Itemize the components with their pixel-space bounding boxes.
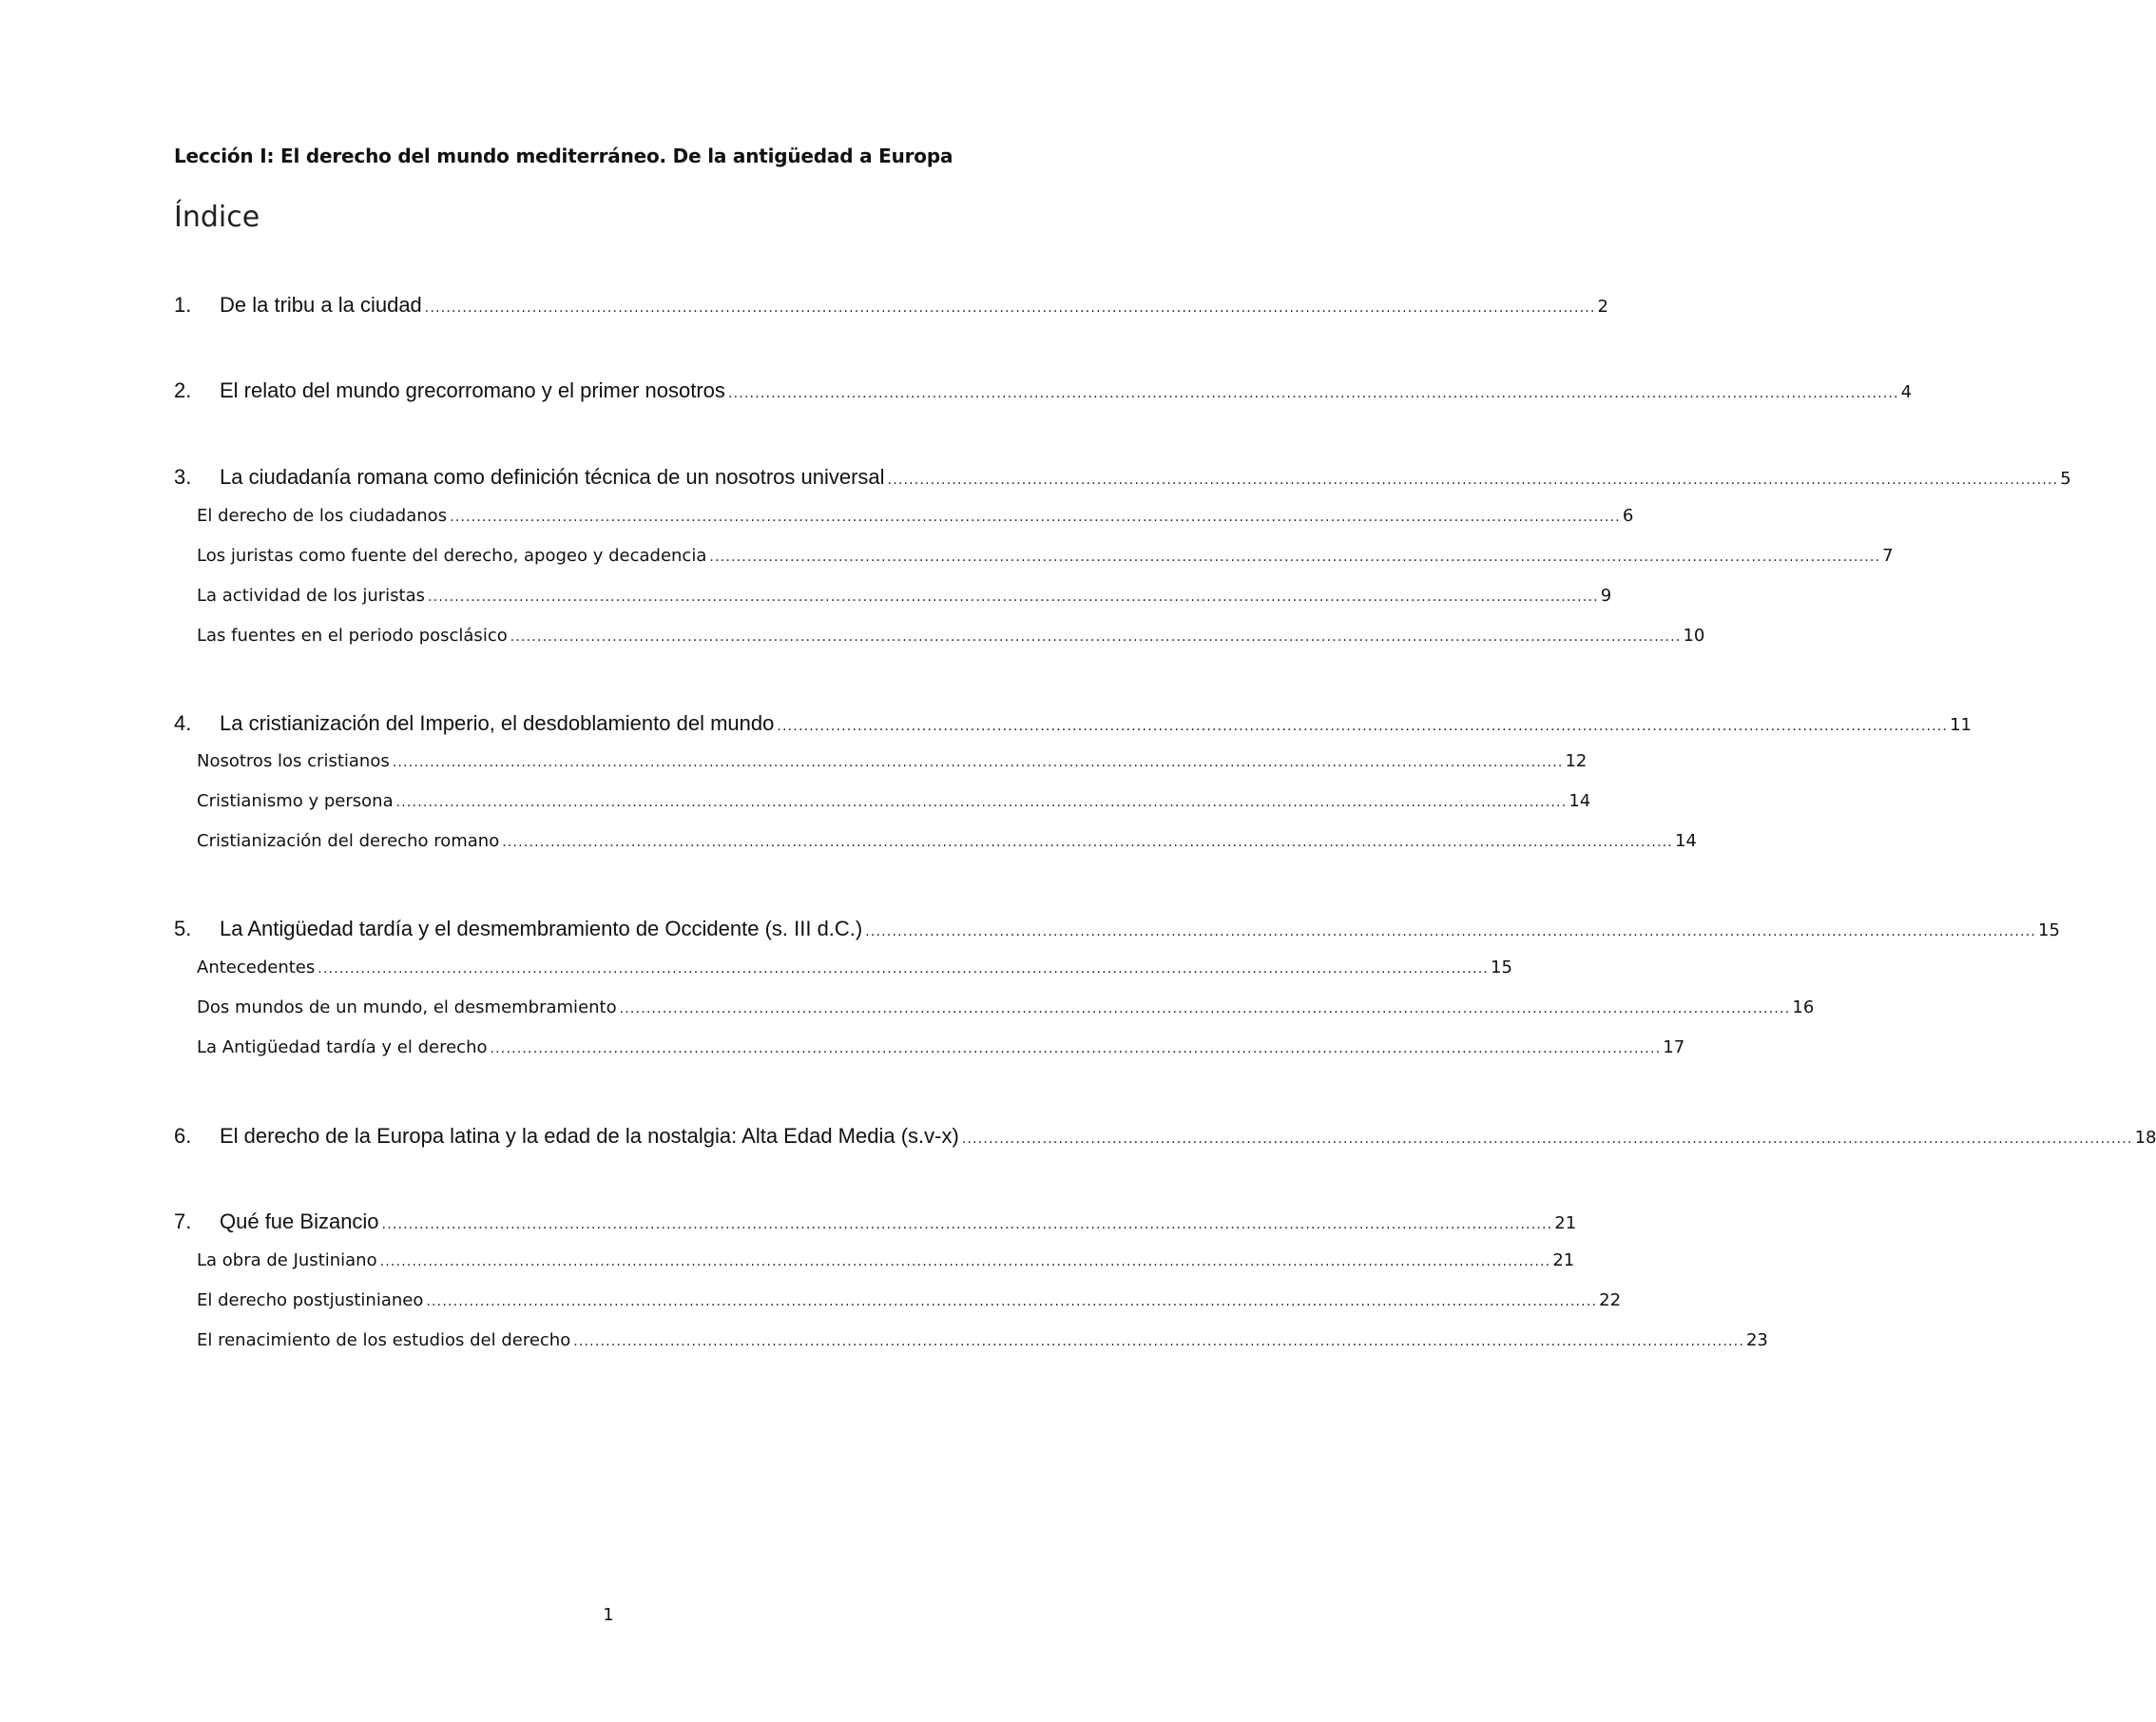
section-title: El derecho de los ciudadanos [197, 506, 448, 526]
toc-chapter-6[interactable] [174, 1124, 2156, 1149]
section-title: Nosotros los cristianos [197, 751, 390, 771]
page-reference: 12 [1565, 751, 1588, 771]
toc-chapter-7[interactable] [174, 1209, 1577, 1234]
dot-leader: .......................................................................................................................................................................................................................... [381, 1217, 1553, 1232]
section-title: Los juristas como fuente del derecho, apogeo y decadencia [197, 546, 707, 566]
page-reference: 5 [2060, 469, 2071, 489]
page-reference: 23 [1745, 1330, 1768, 1350]
dot-leader: .......................................................................................................................................................................................................................... [573, 1334, 1744, 1349]
toc-section[interactable] [197, 1250, 1575, 1270]
toc-section[interactable] [197, 1037, 1685, 1057]
section-title: Cristianización del derecho romano [197, 831, 500, 851]
page-reference: 7 [1882, 546, 1894, 566]
section-title: El renacimiento de los estudios del derecho [197, 1330, 571, 1350]
dot-leader: .......................................................................................................................................................................................................................... [395, 795, 1568, 810]
page-reference: 21 [1552, 1250, 1575, 1270]
dot-leader: .......................................................................................................................................................................................................................... [379, 1254, 1551, 1269]
chapter-number: 6. [174, 1124, 192, 1148]
toc-section[interactable] [197, 546, 1894, 566]
page-reference: 4 [1900, 382, 1913, 402]
dot-leader: .......................................................................................................................................................................................................................... [510, 629, 1682, 645]
toc-section[interactable] [197, 1330, 1768, 1350]
dot-leader: .......................................................................................................................................................................................................................... [727, 386, 1899, 401]
section-title: El derecho postjustinianeo [197, 1290, 424, 1310]
section-title: La Antigüedad tardía y el derecho [197, 1037, 488, 1057]
chapter-number: 4. [174, 711, 192, 735]
page-reference: 16 [1792, 997, 1815, 1017]
toc-chapter-4[interactable] [174, 711, 1972, 736]
toc-section[interactable] [197, 997, 1815, 1017]
dot-leader: .......................................................................................................................................................................................................................... [887, 473, 2059, 488]
dot-leader: .......................................................................................................................................................................................................................... [619, 1001, 1791, 1016]
dot-leader: .......................................................................................................................................................................................................................... [428, 590, 1599, 605]
page-reference: 9 [1600, 586, 1612, 606]
chapter-number: 3. [174, 465, 192, 489]
dot-leader: .......................................................................................................................................................................................................................... [777, 719, 1949, 734]
page-reference: 17 [1663, 1037, 1685, 1057]
index-heading: Índice [174, 201, 260, 234]
chapter-number: 2. [174, 378, 192, 402]
page-reference: 22 [1599, 1290, 1622, 1310]
chapter-title: El derecho de la Europa latina y la edad de la nostalgia: Alta Edad Media (s.v-x) [220, 1124, 959, 1148]
dot-leader: .......................................................................................................................................................................................................................... [865, 924, 2036, 939]
section-title: Dos mundos de un mundo, el desmembramiento [197, 997, 617, 1017]
chapter-number: 5. [174, 917, 192, 940]
toc-chapter-5[interactable] [174, 917, 2060, 941]
dot-leader: .......................................................................................................................................................................................................................... [961, 1132, 2133, 1147]
section-title: La actividad de los juristas [197, 586, 426, 606]
section-title: Cristianismo y persona [197, 791, 394, 811]
chapter-title: La cristianización del Imperio, el desdoblamiento del mundo [220, 711, 775, 735]
toc-section[interactable] [197, 958, 1512, 977]
section-title: Antecedentes [197, 958, 316, 977]
page-reference: 21 [1554, 1213, 1577, 1233]
dot-leader: .......................................................................................................................................................................................................................... [502, 835, 1673, 850]
dot-leader: .......................................................................................................................................................................................................................... [450, 510, 1621, 525]
chapter-title: Qué fue Bizancio [220, 1209, 379, 1233]
chapter-title: De la tribu a la ciudad [220, 293, 422, 317]
toc-section[interactable] [197, 506, 1634, 526]
page-reference: 15 [1491, 958, 1512, 977]
chapter-number: 7. [174, 1209, 192, 1233]
page-reference: 2 [1597, 297, 1608, 317]
page-reference: 11 [1950, 715, 1972, 735]
chapter-number: 1. [174, 293, 192, 317]
dot-leader: .......................................................................................................................................................................................................................... [709, 550, 1881, 565]
dot-leader: .......................................................................................................................................................................................................................... [424, 300, 1596, 316]
section-title: Las fuentes en el periodo posclásico [197, 626, 508, 646]
page-reference: 6 [1622, 506, 1634, 526]
chapter-title: La Antigüedad tardía y el desmembramiento de Occidente (s. III d.C.) [220, 917, 863, 940]
page-reference: 14 [1569, 791, 1591, 811]
toc-section[interactable] [197, 1290, 1622, 1310]
chapter-title: El relato del mundo grecorromano y el primer nosotros [220, 378, 725, 402]
toc-section[interactable] [197, 586, 1612, 606]
page-reference: 18 [2134, 1128, 2156, 1148]
toc-section[interactable] [197, 831, 1697, 851]
dot-leader: .......................................................................................................................................................................................................................... [318, 961, 1489, 977]
page-reference: 15 [2038, 920, 2060, 940]
chapter-title: La ciudadanía romana como definición técnica de un nosotros universal [220, 465, 885, 489]
toc-section[interactable] [197, 626, 1705, 646]
dot-leader: .......................................................................................................................................................................................................................... [490, 1041, 1662, 1056]
document-title: Lección I: El derecho del mundo mediterráneo. De la antigüedad a Europa [174, 145, 953, 167]
section-title: La obra de Justiniano [197, 1250, 377, 1270]
page-number: 1 [603, 1605, 614, 1625]
dot-leader: .......................................................................................................................................................................................................................... [426, 1294, 1598, 1309]
page-reference: 14 [1674, 831, 1697, 851]
toc-chapter-2[interactable] [174, 378, 1913, 403]
page-reference: 10 [1683, 626, 1705, 646]
toc-chapter-3[interactable] [174, 465, 2071, 490]
toc-section[interactable] [197, 791, 1591, 811]
dot-leader: .......................................................................................................................................................................................................................... [392, 755, 1564, 770]
toc-section[interactable] [197, 751, 1588, 771]
toc-chapter-1[interactable] [174, 293, 1608, 318]
